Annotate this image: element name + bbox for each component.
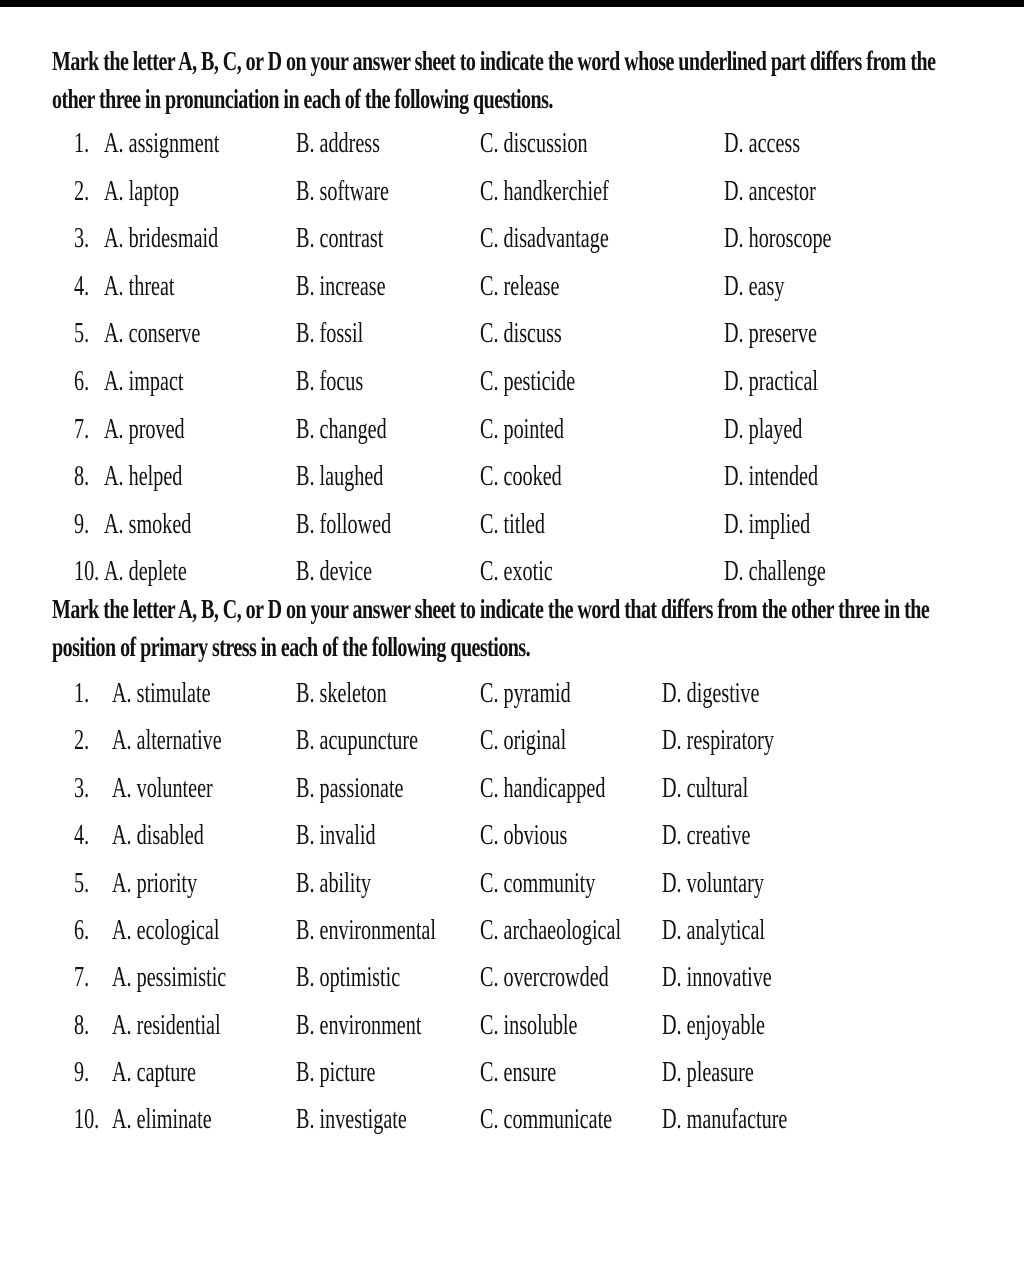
option-c: C. release [480, 270, 560, 302]
option-d: D. horoscope [724, 223, 832, 255]
question-number: 7. [74, 413, 90, 445]
option-b: B. device [296, 556, 373, 588]
question-list [52, 120, 972, 596]
option-c: C. discussion [480, 128, 588, 159]
question-number: 8. [74, 461, 90, 493]
option-c: C. pesticide [480, 365, 576, 397]
question-row [52, 670, 972, 717]
question-number: 8. [74, 1009, 90, 1041]
option-a: A. smoked [104, 508, 192, 540]
option-a: A. impact [104, 365, 184, 397]
option-a: A. residential [112, 1009, 221, 1041]
question-number: 10. [74, 556, 100, 588]
option-c: C. cooked [480, 461, 562, 493]
option-a: A. laptop [104, 175, 180, 207]
worksheet [52, 42, 972, 1144]
option-c: C. original [480, 725, 567, 757]
option-a: A. alternative [112, 725, 222, 757]
option-d: D. challenge [724, 556, 826, 588]
question-row [52, 717, 972, 764]
option-b: B. fossil [296, 318, 364, 350]
option-b: B. ability [296, 867, 372, 899]
option-c: C. discuss [480, 318, 562, 350]
option-b: B. contrast [296, 223, 384, 255]
option-a: A. helped [104, 461, 183, 493]
option-a: A. threat [104, 270, 175, 302]
option-d: D. enjoyable [662, 1009, 766, 1041]
option-c: C. disadvantage [480, 223, 609, 255]
option-a: A. priority [112, 867, 198, 899]
question-number: 4. [74, 270, 90, 302]
option-c: C. ensure [480, 1057, 557, 1089]
top-border [0, 0, 1024, 7]
question-row [52, 501, 972, 549]
question-number: 9. [74, 1057, 90, 1089]
option-d: D. ancestor [724, 175, 816, 207]
question-number: 1. [74, 677, 90, 709]
option-b: B. optimistic [296, 962, 401, 994]
question-row [52, 1002, 972, 1049]
question-number: 6. [74, 365, 90, 397]
option-b: B. focus [296, 365, 364, 397]
option-b: B. software [296, 175, 389, 207]
question-number: 7. [74, 962, 90, 994]
option-b: B. passionate [296, 772, 404, 804]
question-row [52, 548, 972, 596]
question-row [52, 1096, 972, 1143]
question-row [52, 812, 972, 859]
option-b: B. picture [296, 1057, 376, 1089]
option-b: B. skeleton [296, 677, 387, 709]
option-a: A. assignment [104, 128, 220, 159]
option-c: C. archaeological [480, 914, 622, 946]
question-number: 2. [74, 175, 90, 207]
question-number: 10. [74, 1104, 100, 1136]
option-c: C. exotic [480, 556, 553, 588]
question-number: 5. [74, 318, 90, 350]
option-c: C. obvious [480, 820, 568, 852]
option-c: C. insoluble [480, 1009, 578, 1041]
option-d: D. practical [724, 365, 819, 397]
question-number: 3. [74, 772, 90, 804]
question-number: 2. [74, 725, 90, 757]
option-d: D. pleasure [662, 1057, 754, 1089]
option-a: A. stimulate [112, 677, 211, 709]
question-number: 5. [74, 867, 90, 899]
question-row [52, 168, 972, 216]
option-d: D. preserve [724, 318, 817, 350]
question-row [52, 765, 972, 812]
option-d: D. innovative [662, 962, 772, 994]
option-d: D. respiratory [662, 725, 774, 757]
question-row [52, 860, 972, 907]
option-a: A. volunteer [112, 772, 213, 804]
option-a: A. capture [112, 1057, 196, 1089]
option-b: B. environmental [296, 914, 436, 946]
question-number: 1. [74, 128, 90, 159]
option-a: A. pessimistic [112, 962, 227, 994]
question-number: 9. [74, 508, 90, 540]
question-row [52, 907, 972, 954]
option-a: A. bridesmaid [104, 223, 219, 255]
option-a: A. ecological [112, 914, 220, 946]
question-row [52, 1049, 972, 1096]
question-number: 4. [74, 820, 90, 852]
question-list [52, 670, 972, 1144]
section-instruction: Mark the letter A, B, C, or D on your answer sheet to indicate the word whose underlined part differs from the other three in pronunciation in each of the following questions. [52, 46, 936, 114]
question-row [52, 358, 972, 406]
option-d: D. digestive [662, 677, 760, 709]
question-row [52, 263, 972, 311]
option-d: D. manufacture [662, 1104, 788, 1136]
option-c: C. titled [480, 508, 545, 540]
option-b: B. followed [296, 508, 392, 540]
option-d: D. creative [662, 820, 751, 852]
option-c: C. handkerchief [480, 175, 609, 207]
question-row [52, 406, 972, 454]
option-c: C. communicate [480, 1104, 613, 1136]
question-number: 6. [74, 914, 90, 946]
option-b: B. address [296, 128, 380, 159]
option-b: B. changed [296, 413, 387, 445]
option-b: B. acupuncture [296, 725, 419, 757]
option-b: B. investigate [296, 1104, 407, 1136]
option-d: D. easy [724, 270, 785, 302]
option-b: B. invalid [296, 820, 376, 852]
option-d: D. access [724, 128, 801, 159]
option-c: C. overcrowded [480, 962, 609, 994]
option-b: B. environment [296, 1009, 422, 1041]
section-instruction: Mark the letter A, B, C, or D on your answer sheet to indicate the word that differs from the other three in the position of primary stress in each of the following questions. [52, 593, 930, 662]
option-a: A. eliminate [112, 1104, 212, 1136]
option-b: B. laughed [296, 461, 384, 493]
question-row [52, 453, 972, 501]
pronunciation-section [52, 42, 972, 596]
option-c: C. community [480, 867, 596, 899]
option-d: D. voluntary [662, 867, 764, 899]
option-d: D. implied [724, 508, 811, 540]
stress-section [52, 590, 972, 1144]
question-number: 3. [74, 223, 90, 255]
option-c: C. handicapped [480, 772, 606, 804]
option-c: C. pyramid [480, 677, 571, 709]
option-d: D. cultural [662, 772, 749, 804]
option-a: A. proved [104, 413, 185, 445]
option-d: D. analytical [662, 914, 766, 946]
option-d: D. played [724, 413, 803, 445]
option-a: A. disabled [112, 820, 204, 852]
question-row [52, 215, 972, 263]
question-row [52, 954, 972, 1001]
question-row [52, 120, 972, 168]
question-row [52, 310, 972, 358]
option-d: D. intended [724, 461, 819, 493]
option-b: B. increase [296, 270, 386, 302]
option-a: A. conserve [104, 318, 201, 350]
option-c: C. pointed [480, 413, 565, 445]
option-a: A. deplete [104, 556, 187, 588]
